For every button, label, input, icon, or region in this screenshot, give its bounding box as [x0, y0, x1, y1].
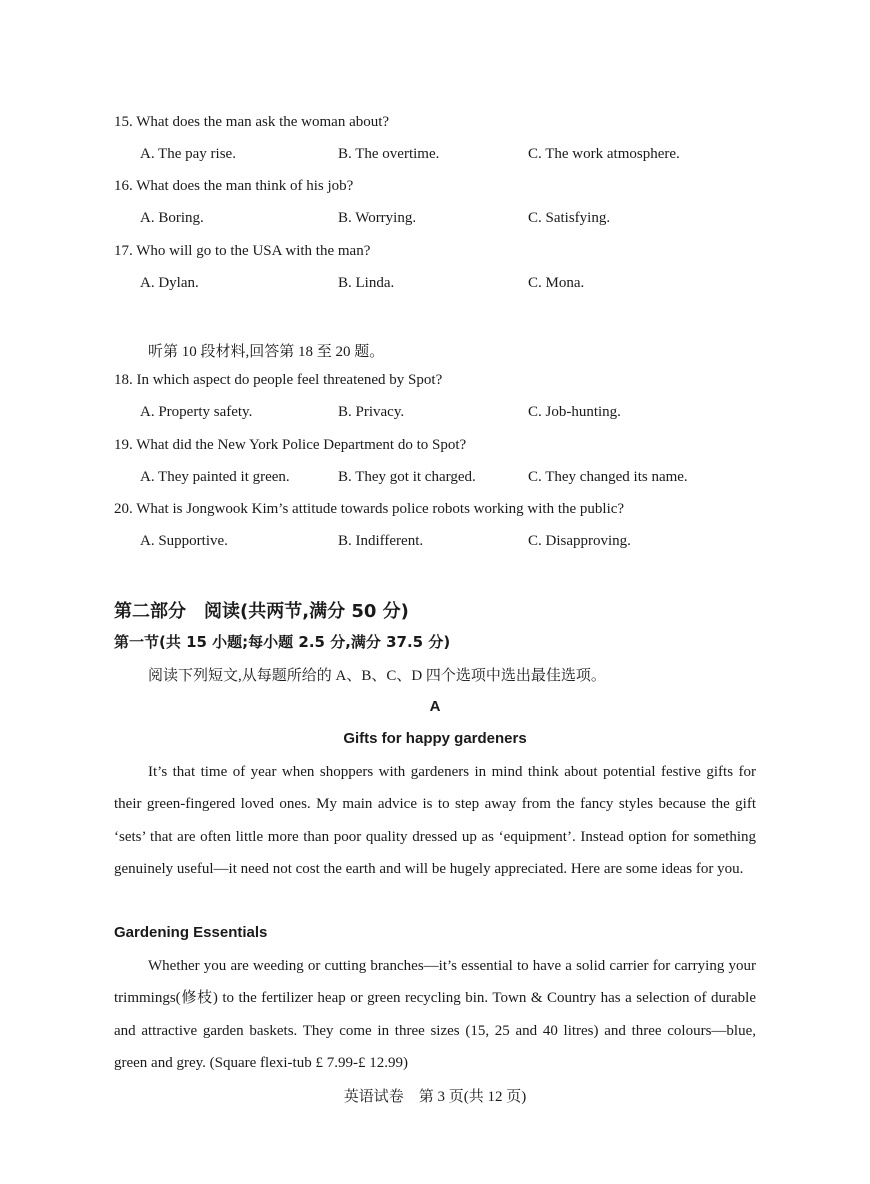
passage-paragraph-2: Whether you are weeding or cutting branches—it’s essential to have a solid carrier for carrying your trimmings(修枝) to the fertilizer heap or green recycling bin. Town & Country has a selection of durable and attractive garden baskets. They come in three sizes (15, 25 and 40 litres) and three colours—blue, green and grey. (Square flexi-tub £ 7.99-£ 12.99) [114, 958, 756, 1072]
listening-instruction: 听第 10 段材料,回答第 18 至 20 题。 [148, 344, 385, 360]
q18-option-c: C. Job-hunting. [528, 404, 621, 420]
q19-option-c: C. They changed its name. [528, 469, 688, 485]
section-one-heading: 第一节(共 15 小题;每小题 2.5 分,满分 37.5 分) [114, 633, 451, 651]
question-20: 20. What is Jongwook Kim’s attitude towards police robots working with the public? [114, 501, 625, 517]
passage-title: Gifts for happy gardeners [343, 730, 527, 747]
question-15: 15. What does the man ask the woman about? [114, 114, 390, 130]
q17-option-c: C. Mona. [528, 275, 585, 291]
q18-option-a: A. Property safety. [140, 404, 253, 420]
q15-option-c: C. The work atmosphere. [528, 146, 680, 162]
passage-letter: A [429, 698, 441, 715]
q18-option-b: B. Privacy. [338, 404, 405, 420]
part-two-heading: 第二部分 阅读(共两节,满分 50 分) [114, 601, 409, 622]
q15-option-b: B. The overtime. [338, 146, 440, 162]
q16-option-c: C. Satisfying. [528, 210, 611, 226]
q19-option-a: A. They painted it green. [140, 469, 290, 485]
q15-option-a: A. The pay rise. [140, 146, 236, 162]
question-18: 18. In which aspect do people feel threatened by Spot? [114, 372, 443, 388]
q17-option-b: B. Linda. [338, 275, 395, 291]
reading-instruction: 阅读下列短文,从每题所给的 A、B、C、D 四个选项中选出最佳选项。 [148, 668, 606, 684]
q20-option-b: B. Indifferent. [338, 533, 424, 549]
question-16: 16. What does the man think of his job? [114, 178, 354, 194]
q16-option-b: B. Worrying. [338, 210, 417, 226]
q16-option-a: A. Boring. [140, 210, 204, 226]
q17-option-a: A. Dylan. [140, 275, 199, 291]
q20-option-c: C. Disapproving. [528, 533, 631, 549]
page-footer: 英语试卷 第 3 页(共 12 页) [343, 1089, 527, 1105]
question-17: 17. Who will go to the USA with the man? [114, 243, 371, 259]
question-19: 19. What did the New York Police Department do to Spot? [114, 437, 467, 453]
passage-paragraph-1: It’s that time of year when shoppers with gardeners in mind think about potential festive gifts for their green-fingered loved ones. My main advice is to step away from the fancy styles because the gift ‘sets’ that are often little more than poor quality dressed up as ‘equipment’. Instead option for something genuinely useful—it need not cost the earth and will be hugely appreciated. Here are some ideas for you. [114, 764, 756, 878]
q20-option-a: A. Supportive. [140, 533, 228, 549]
passage-subheading: Gardening Essentials [114, 924, 268, 941]
q19-option-b: B. They got it charged. [338, 469, 476, 485]
